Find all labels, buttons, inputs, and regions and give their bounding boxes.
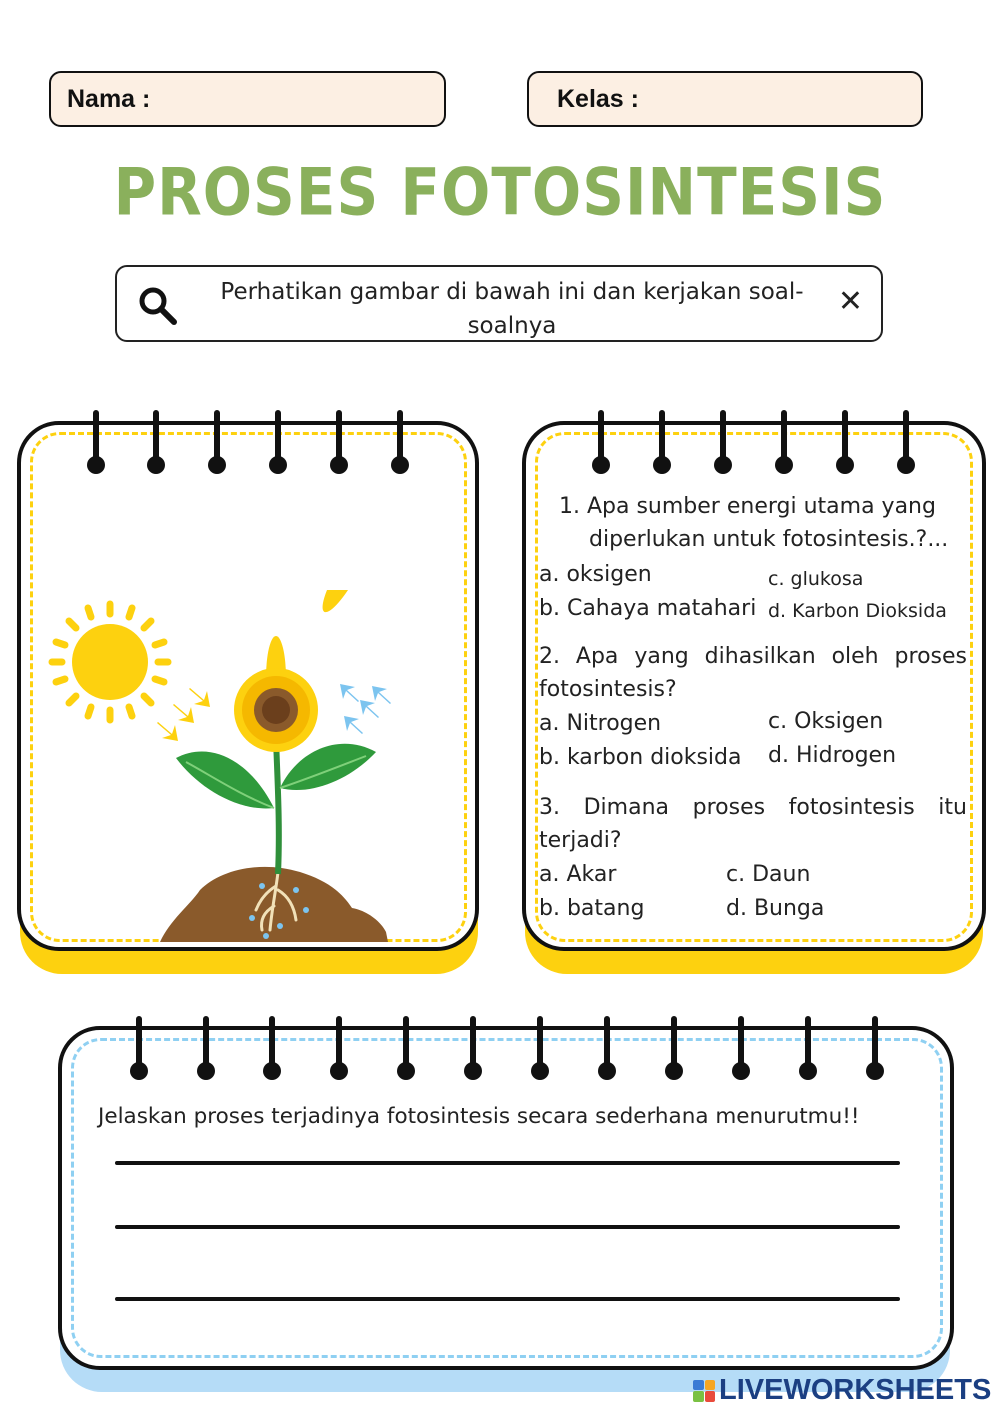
q2-option-d[interactable]: d. Hidrogen bbox=[768, 743, 897, 768]
spiral-ring bbox=[842, 410, 848, 466]
q3-option-d[interactable]: d. Bunga bbox=[726, 896, 825, 921]
instruction-text: Perhatikan gambar di bawah ini dan kerjakan soal-soalnya bbox=[220, 279, 804, 339]
essay-question: Jelaskan proses terjadinya fotosintesis secara sederhana menurutmu!! bbox=[98, 1104, 860, 1129]
spiral-ring bbox=[336, 1016, 342, 1072]
spiral-ring bbox=[781, 410, 787, 466]
question-3: 3. Dimana proses fotosintesis itu terjadi? bbox=[539, 795, 967, 853]
sunlight-arrows-icon bbox=[157, 688, 210, 741]
spiral-ring bbox=[659, 410, 665, 466]
name-field[interactable] bbox=[49, 71, 446, 127]
spiral-ring bbox=[136, 1016, 142, 1072]
spiral-ring bbox=[403, 1016, 409, 1072]
question-1: 1. Apa sumber energi utama yang diperlukan untuk fotosintesis.?... bbox=[559, 494, 949, 552]
spiral-ring bbox=[153, 410, 159, 466]
liveworksheets-logo-icon bbox=[693, 1380, 715, 1402]
spiral-ring bbox=[397, 410, 403, 466]
q1-option-c[interactable]: c. glukosa bbox=[768, 568, 864, 590]
spiral-ring bbox=[671, 1016, 677, 1072]
q1-option-d[interactable]: d. Karbon Dioksida bbox=[768, 600, 947, 622]
q1-option-a[interactable]: a. oksigen bbox=[539, 562, 652, 587]
answer-line[interactable] bbox=[115, 1225, 900, 1229]
search-icon bbox=[137, 285, 179, 331]
spiral-ring bbox=[93, 410, 99, 466]
answer-line[interactable] bbox=[115, 1297, 900, 1301]
spiral-ring bbox=[903, 410, 909, 466]
spiral-ring bbox=[470, 1016, 476, 1072]
sun-icon bbox=[52, 604, 168, 720]
class-label: Kelas : bbox=[557, 84, 639, 113]
name-label: Nama : bbox=[67, 84, 151, 113]
q1-option-b[interactable]: b. Cahaya matahari bbox=[539, 596, 757, 621]
oxygen-arrows-icon bbox=[340, 684, 391, 734]
question-2: 2. Apa yang dihasilkan oleh proses fotosintesis? bbox=[539, 644, 967, 702]
spiral-ring bbox=[604, 1016, 610, 1072]
spiral-ring bbox=[537, 1016, 543, 1072]
spiral-ring bbox=[203, 1016, 209, 1072]
spiral-ring bbox=[872, 1016, 878, 1072]
q2-option-b[interactable]: b. karbon dioksida bbox=[539, 745, 742, 770]
photosynthesis-illustration bbox=[40, 590, 400, 946]
spiral-ring bbox=[738, 1016, 744, 1072]
spiral-ring bbox=[269, 1016, 275, 1072]
close-icon[interactable]: ✕ bbox=[837, 284, 863, 319]
instruction-bar bbox=[115, 265, 883, 342]
spiral-ring bbox=[598, 410, 604, 466]
answer-line[interactable] bbox=[115, 1161, 900, 1165]
spiral-ring bbox=[214, 410, 220, 466]
q3-option-a[interactable]: a. Akar bbox=[539, 862, 617, 887]
sunflower-icon bbox=[234, 590, 375, 752]
spiral-ring bbox=[720, 410, 726, 466]
spiral-ring bbox=[336, 410, 342, 466]
spiral-ring bbox=[275, 410, 281, 466]
spiral-ring bbox=[805, 1016, 811, 1072]
brand-text: LIVEWORKSHEETS bbox=[719, 1374, 992, 1406]
q2-option-a[interactable]: a. Nitrogen bbox=[539, 711, 662, 736]
q2-option-c[interactable]: c. Oksigen bbox=[768, 709, 884, 734]
page-title: PROSES FOTOSINTESIS bbox=[113, 153, 887, 231]
liveworksheets-logo bbox=[693, 1374, 991, 1407]
class-field[interactable] bbox=[527, 71, 923, 127]
q3-option-b[interactable]: b. batang bbox=[539, 896, 645, 921]
q3-option-c[interactable]: c. Daun bbox=[726, 862, 811, 887]
